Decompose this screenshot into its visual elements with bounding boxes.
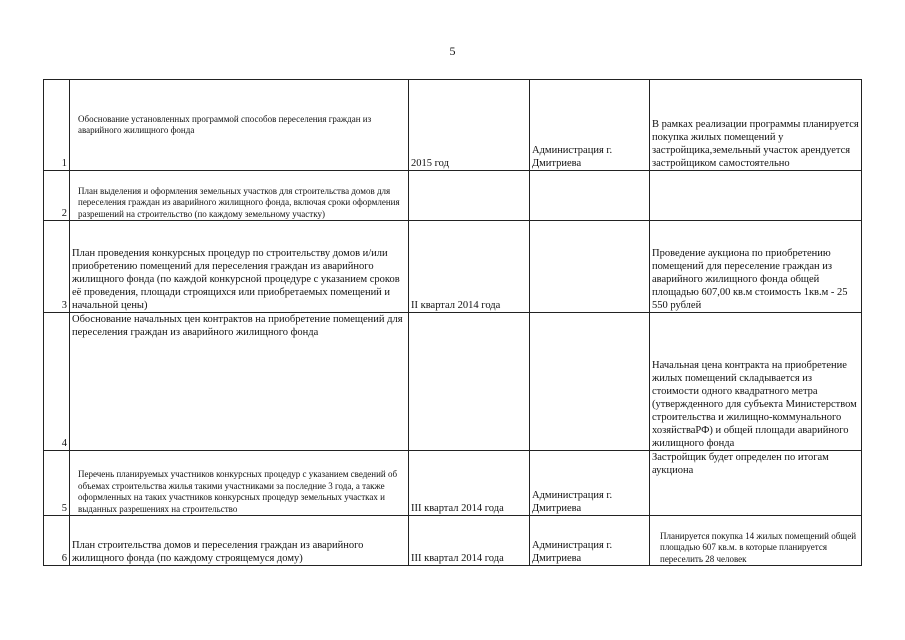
measure-name: План проведения конкурсных процедур по строительству домов и/или приобретению помещений для переселения граждан из аварийного жилищного фонда (по каждой конкурсной процедуре с указанием сроков её проведения, площади строящихся или приобретаемых помещений и начальной цены): [70, 221, 409, 313]
row-number: 5: [44, 451, 70, 516]
table-row: [44, 451, 862, 516]
row-number: 4: [44, 313, 70, 451]
measure-note: Проведение аукциона по приобретению помещений для переселение граждан из аварийного жилищного фонда общей площадью 607,00 кв.м стоимость 1кв.м - 25 550 рублей: [650, 221, 862, 313]
measure-note: В рамках реализации программы планируется покупка жилых помещений у застройщика,земельный участок арендуется застройщиком самостоятельно: [650, 80, 862, 171]
measure-note: Начальная цена контракта на приобретение жилых помещений складывается из стоимости одного квадратного метра (утвержденного для субъекта Министерством строительства и жилищно-коммунального хозяйстваРФ) и общей площади аварийного жилищного фонда: [650, 313, 862, 451]
responsible-party: Администрация г. Дмитриева: [530, 80, 650, 171]
measure-name: Обоснование начальных цен контрактов на приобретение помещений для переселения граждан из аварийного жилищного фонда: [70, 313, 409, 451]
measure-term: [409, 313, 530, 451]
measure-name: Обоснование установленных программой способов переселения граждан из аварийного жилищного фонда: [70, 80, 409, 171]
resettlement-plan-table: [43, 79, 862, 566]
measure-note: Планируется покупка 14 жилых помещений общей площадью 607 кв.м. в которые планируется переселить 28 человек: [650, 516, 862, 566]
table-row: [44, 516, 862, 566]
responsible-party: Администрация г. Дмитриева: [530, 451, 650, 516]
responsible-party: Администрация г. Дмитриева: [530, 516, 650, 566]
table-row: [44, 171, 862, 221]
measure-name: План выделения и оформления земельных участков для строительства домов для переселения граждан из аварийного жилищного фонда, включая сроки оформления разрешений на строительство (по каждому земельному участку): [70, 171, 409, 221]
measure-term: III квартал 2014 года: [409, 516, 530, 566]
page-number: 5: [449, 44, 456, 58]
measure-term: [409, 171, 530, 221]
row-number: 6: [44, 516, 70, 566]
responsible-party: [530, 313, 650, 451]
table-row: [44, 313, 862, 451]
measure-term: III квартал 2014 года: [409, 451, 530, 516]
measure-name: Перечень планируемых участников конкурсных процедур с указанием сведений об объемах строительства жилья такими участниками за последние 3 года, а также оформленных на таких участников конкурсных процедур земельных участках и выданных разрешениях на строительство: [70, 451, 409, 516]
measure-note: [650, 171, 862, 221]
measure-note: Застройщик будет определен по итогам аукциона: [650, 451, 862, 516]
row-number: 1: [44, 80, 70, 171]
responsible-party: [530, 221, 650, 313]
responsible-party: [530, 171, 650, 221]
measure-name: План строительства домов и переселения граждан из аварийного жилищного фонда (по каждому строящемуся дому): [70, 516, 409, 566]
measure-term: 2015 год: [409, 80, 530, 171]
table-row: [44, 80, 862, 171]
measure-term: II квартал 2014 года: [409, 221, 530, 313]
row-number: 3: [44, 221, 70, 313]
table-row: [44, 221, 862, 313]
row-number: 2: [44, 171, 70, 221]
